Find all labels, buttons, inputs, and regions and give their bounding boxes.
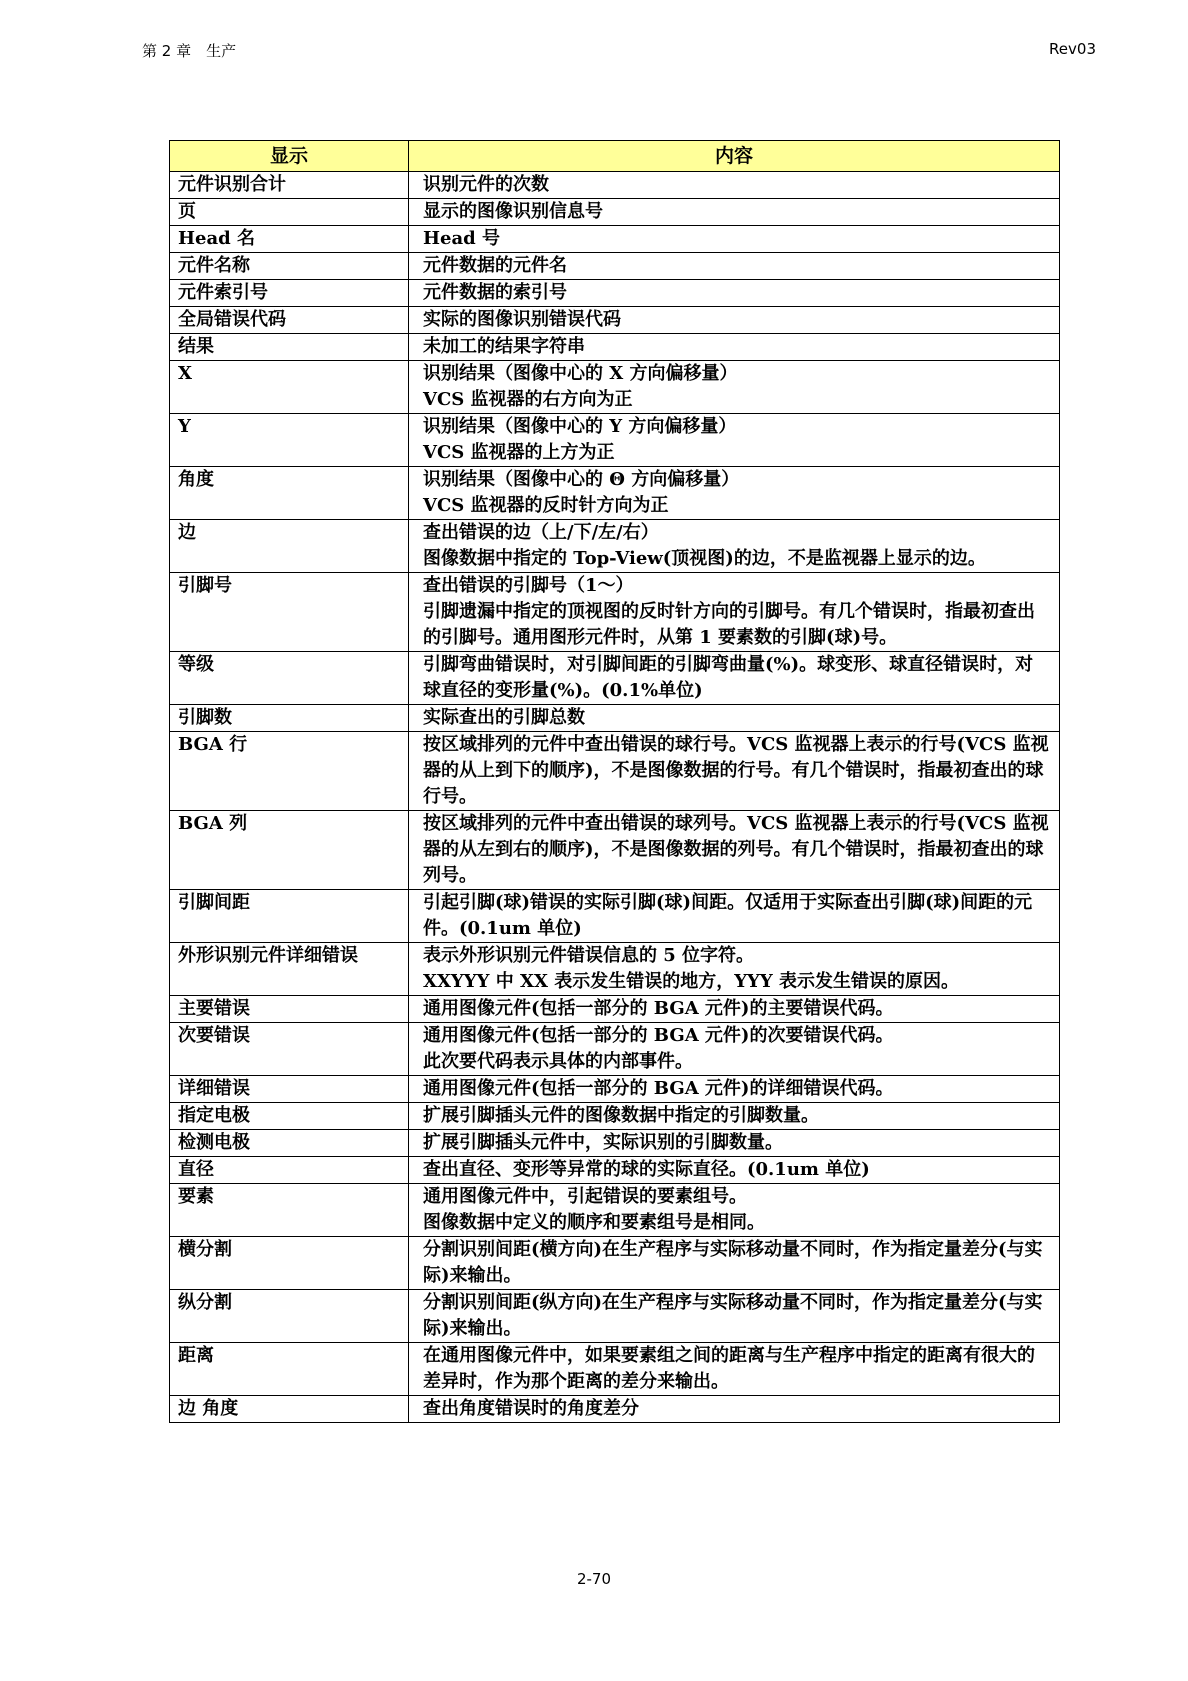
table-header-row [170, 141, 1060, 172]
display-cell: 边 角度 [170, 1396, 409, 1423]
content-cell: 扩展引脚插头元件的图像数据中指定的引脚数量。 [409, 1103, 1060, 1130]
table-row [170, 520, 1060, 573]
column-header-display: 显示 [170, 141, 409, 172]
content-cell: 查出错误的边（上/下/左/右） 图像数据中指定的 Top-View(顶视图)的边，不是监视器上显示的边。 [409, 520, 1060, 573]
table-row [170, 414, 1060, 467]
content-cell: 识别元件的次数 [409, 172, 1060, 199]
table-row [170, 890, 1060, 943]
display-cell: 结果 [170, 334, 409, 361]
display-cell: BGA 行 [170, 732, 409, 811]
table-row [170, 361, 1060, 414]
display-cell: 引脚号 [170, 573, 409, 652]
table-row [170, 334, 1060, 361]
display-cell: BGA 列 [170, 811, 409, 890]
content-cell: 元件数据的索引号 [409, 280, 1060, 307]
table-row [170, 280, 1060, 307]
content-cell: 元件数据的元件名 [409, 253, 1060, 280]
table-row [170, 811, 1060, 890]
content-cell: 通用图像元件(包括一部分的 BGA 元件)的主要错误代码。 [409, 996, 1060, 1023]
display-cell: 引脚间距 [170, 890, 409, 943]
content-cell: 通用图像元件(包括一部分的 BGA 元件)的次要错误代码。 此次要代码表示具体的内部事件。 [409, 1023, 1060, 1076]
display-cell: 等级 [170, 652, 409, 705]
content-cell: 实际查出的引脚总数 [409, 705, 1060, 732]
content-cell: 分割识别间距(横方向)在生产程序与实际移动量不同时，作为指定量差分(与实际)来输出。 [409, 1237, 1060, 1290]
display-cell: 指定电极 [170, 1103, 409, 1130]
content-cell: 按区域排列的元件中查出错误的球行号。VCS 监视器上表示的行号(VCS 监视器的从上到下的顺序)，不是图像数据的行号。有几个错误时，指最初查出的球行号。 [409, 732, 1060, 811]
table-row [170, 1237, 1060, 1290]
content-cell: 查出直径、变形等异常的球的实际直径。(0.1um 单位) [409, 1157, 1060, 1184]
chapter-title: 第 2 章 生产 [142, 42, 237, 60]
display-cell: Head 名 [170, 226, 409, 253]
content-cell: 通用图像元件(包括一部分的 BGA 元件)的详细错误代码。 [409, 1076, 1060, 1103]
table-row [170, 1184, 1060, 1237]
display-cell: 角度 [170, 467, 409, 520]
display-cell: 横分割 [170, 1237, 409, 1290]
table-row [170, 705, 1060, 732]
content-cell: 识别结果（图像中心的 Y 方向偏移量） VCS 监视器的上方为正 [409, 414, 1060, 467]
table-row [170, 573, 1060, 652]
table-row [170, 1023, 1060, 1076]
table-row [170, 1076, 1060, 1103]
display-cell: 页 [170, 199, 409, 226]
display-cell: 元件识别合计 [170, 172, 409, 199]
table-row [170, 652, 1060, 705]
column-header-content: 内容 [409, 141, 1060, 172]
table-row [170, 199, 1060, 226]
display-cell: 距离 [170, 1343, 409, 1396]
content-cell: 查出角度错误时的角度差分 [409, 1396, 1060, 1423]
display-cell: 外形识别元件详细错误 [170, 943, 409, 996]
content-cell: 实际的图像识别错误代码 [409, 307, 1060, 334]
revision-label: Rev03 [1049, 40, 1096, 58]
content-cell: 显示的图像识别信息号 [409, 199, 1060, 226]
content-cell: 按区域排列的元件中查出错误的球列号。VCS 监视器上表示的行号(VCS 监视器的从左到右的顺序)，不是图像数据的列号。有几个错误时，指最初查出的球列号。 [409, 811, 1060, 890]
table-row [170, 1343, 1060, 1396]
content-cell: 分割识别间距(纵方向)在生产程序与实际移动量不同时，作为指定量差分(与实际)来输出。 [409, 1290, 1060, 1343]
table-row [170, 1157, 1060, 1184]
content-cell: Head 号 [409, 226, 1060, 253]
page-number: 2-70 [576, 1570, 612, 1588]
display-content-table [169, 140, 1060, 1423]
display-cell: 纵分割 [170, 1290, 409, 1343]
content-cell: 引脚弯曲错误时，对引脚间距的引脚弯曲量(%)。球变形、球直径错误时，对球直径的变形量(%)。(0.1%单位) [409, 652, 1060, 705]
table-row [170, 307, 1060, 334]
display-cell: 引脚数 [170, 705, 409, 732]
display-cell: 要素 [170, 1184, 409, 1237]
display-cell: 次要错误 [170, 1023, 409, 1076]
table-row [170, 1103, 1060, 1130]
table-row [170, 1290, 1060, 1343]
table-row [170, 226, 1060, 253]
display-cell: 边 [170, 520, 409, 573]
table-row [170, 172, 1060, 199]
display-cell: 元件索引号 [170, 280, 409, 307]
content-cell: 未加工的结果字符串 [409, 334, 1060, 361]
table-row [170, 996, 1060, 1023]
content-cell: 识别结果（图像中心的 Θ 方向偏移量） VCS 监视器的反时针方向为正 [409, 467, 1060, 520]
content-cell: 表示外形识别元件错误信息的 5 位字符。 XXYYY 中 XX 表示发生错误的地方，YYY 表示发生错误的原因。 [409, 943, 1060, 996]
table-row [170, 943, 1060, 996]
table-row [170, 732, 1060, 811]
table-row [170, 467, 1060, 520]
display-cell: Y [170, 414, 409, 467]
content-cell: 通用图像元件中，引起错误的要素组号。 图像数据中定义的顺序和要素组号是相同。 [409, 1184, 1060, 1237]
display-cell: 直径 [170, 1157, 409, 1184]
display-cell: 详细错误 [170, 1076, 409, 1103]
content-cell: 识别结果（图像中心的 X 方向偏移量） VCS 监视器的右方向为正 [409, 361, 1060, 414]
display-cell: 元件名称 [170, 253, 409, 280]
content-cell: 扩展引脚插头元件中，实际识别的引脚数量。 [409, 1130, 1060, 1157]
display-cell: X [170, 361, 409, 414]
content-cell: 查出错误的引脚号（1～） 引脚遗漏中指定的顶视图的反时针方向的引脚号。有几个错误时，指最初查出的引脚号。通用图形元件时，从第 1 要素数的引脚(球)号。 [409, 573, 1060, 652]
display-cell: 检测电极 [170, 1130, 409, 1157]
content-cell: 在通用图像元件中，如果要素组之间的距离与生产程序中指定的距离有很大的差异时，作为那个距离的差分来输出。 [409, 1343, 1060, 1396]
display-cell: 全局错误代码 [170, 307, 409, 334]
table-row [170, 1396, 1060, 1423]
display-cell: 主要错误 [170, 996, 409, 1023]
table-row [170, 1130, 1060, 1157]
table-row [170, 253, 1060, 280]
content-cell: 引起引脚(球)错误的实际引脚(球)间距。仅适用于实际查出引脚(球)间距的元件。(0.1um 单位) [409, 890, 1060, 943]
